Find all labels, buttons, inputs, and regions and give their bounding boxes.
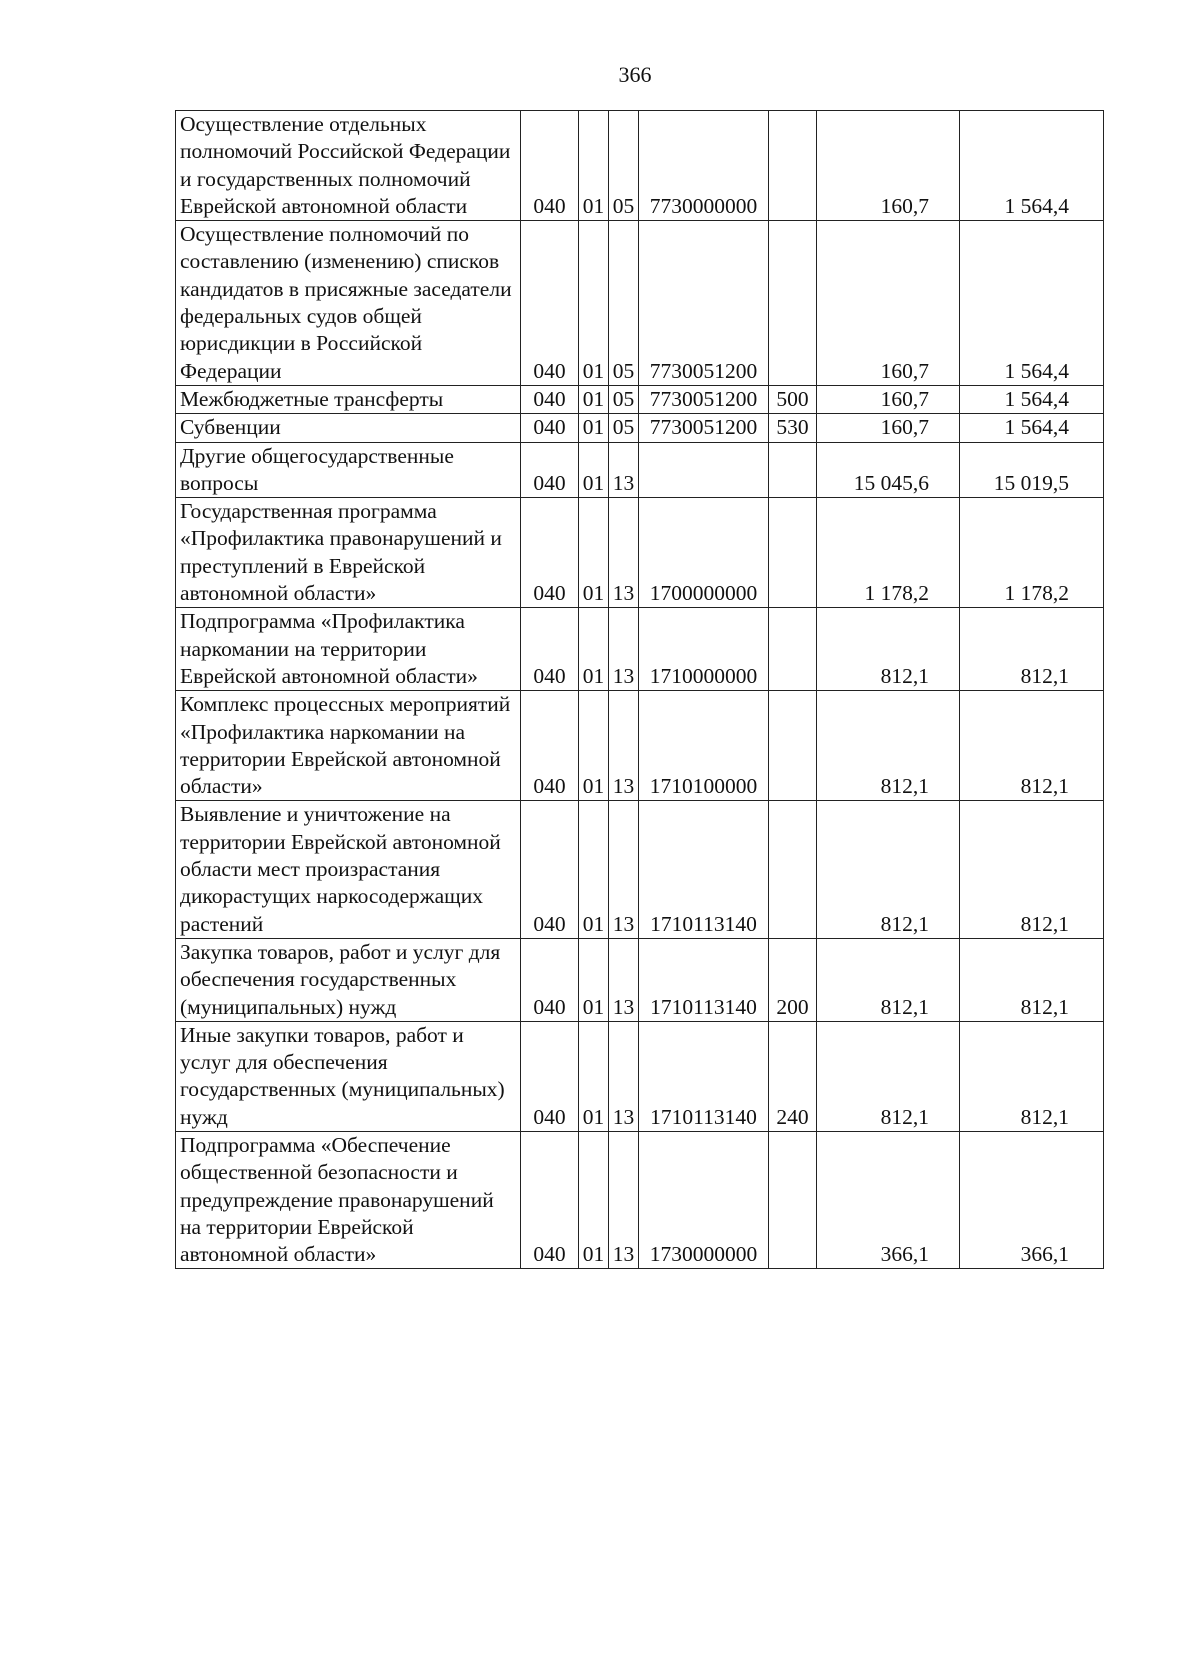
table-row: [176, 498, 1104, 608]
amount-1: 160,7: [817, 221, 960, 386]
section-code: 01: [579, 414, 609, 442]
subsection-code: 13: [609, 1131, 639, 1268]
section-code: 01: [579, 691, 609, 801]
expense-type-code: [769, 801, 817, 938]
row-name: Иные закупки товаров, работ и услуг для обеспечения государственных (муниципальных) нужд: [176, 1021, 521, 1131]
target-article-code: 7730000000: [639, 111, 769, 221]
amount-1: 160,7: [817, 385, 960, 413]
amount-2: 1 564,4: [960, 385, 1104, 413]
target-article-code: [639, 442, 769, 498]
row-name: Выявление и уничтожение на территории Еврейской автономной области мест произрастания дикорастущих наркосодержащих растений: [176, 801, 521, 938]
amount-2: 15 019,5: [960, 442, 1104, 498]
table-row: [176, 414, 1104, 442]
amount-1: 1 178,2: [817, 498, 960, 608]
ministry-code: 040: [521, 442, 579, 498]
subsection-code: 05: [609, 221, 639, 386]
table-row: [176, 442, 1104, 498]
section-code: 01: [579, 498, 609, 608]
amount-2: 812,1: [960, 801, 1104, 938]
subsection-code: 13: [609, 608, 639, 691]
target-article-code: 7730051200: [639, 385, 769, 413]
subsection-code: 05: [609, 111, 639, 221]
target-article-code: 1710000000: [639, 608, 769, 691]
table-body: [176, 111, 1104, 1269]
subsection-code: 13: [609, 938, 639, 1021]
ministry-code: 040: [521, 1021, 579, 1131]
target-article-code: 7730051200: [639, 221, 769, 386]
section-code: 01: [579, 442, 609, 498]
section-code: 01: [579, 221, 609, 386]
subsection-code: 05: [609, 414, 639, 442]
row-name: Другие общегосударственные вопросы: [176, 442, 521, 498]
amount-1: 15 045,6: [817, 442, 960, 498]
subsection-code: 13: [609, 442, 639, 498]
table-row: [176, 385, 1104, 413]
subsection-code: 13: [609, 1021, 639, 1131]
page-number: 366: [618, 62, 652, 87]
subsection-code: 13: [609, 801, 639, 938]
amount-1: 160,7: [817, 111, 960, 221]
section-code: 01: [579, 1131, 609, 1268]
ministry-code: 040: [521, 608, 579, 691]
row-name: Государственная программа «Профилактика правонарушений и преступлений в Еврейской автономной области»: [176, 498, 521, 608]
row-name: Закупка товаров, работ и услуг для обеспечения государственных (муниципальных) нужд: [176, 938, 521, 1021]
row-name: Субвенции: [176, 414, 521, 442]
ministry-code: 040: [521, 691, 579, 801]
ministry-code: 040: [521, 414, 579, 442]
section-code: 01: [579, 1021, 609, 1131]
table-row: [176, 801, 1104, 938]
table-row: [176, 691, 1104, 801]
expense-type-code: [769, 1131, 817, 1268]
ministry-code: 040: [521, 385, 579, 413]
subsection-code: 13: [609, 691, 639, 801]
table-row: [176, 938, 1104, 1021]
section-code: 01: [579, 385, 609, 413]
section-code: 01: [579, 111, 609, 221]
row-name: Подпрограмма «Профилактика наркомании на территории Еврейской автономной области»: [176, 608, 521, 691]
target-article-code: 7730051200: [639, 414, 769, 442]
amount-1: 160,7: [817, 414, 960, 442]
expense-type-code: [769, 498, 817, 608]
ministry-code: 040: [521, 498, 579, 608]
amount-1: 812,1: [817, 1021, 960, 1131]
expense-type-code: 200: [769, 938, 817, 1021]
ministry-code: 040: [521, 221, 579, 386]
table-row: [176, 1131, 1104, 1268]
target-article-code: 1730000000: [639, 1131, 769, 1268]
section-code: 01: [579, 938, 609, 1021]
amount-2: 812,1: [960, 608, 1104, 691]
budget-table: [175, 110, 1104, 1269]
subsection-code: 05: [609, 385, 639, 413]
subsection-code: 13: [609, 498, 639, 608]
target-article-code: 1710113140: [639, 938, 769, 1021]
target-article-code: 1700000000: [639, 498, 769, 608]
row-name: Межбюджетные трансферты: [176, 385, 521, 413]
row-name: Осуществление полномочий по составлению (изменению) списков кандидатов в присяжные заседатели федеральных судов общей юрисдикции в Российской Федерации: [176, 221, 521, 386]
table-row: [176, 608, 1104, 691]
target-article-code: 1710113140: [639, 1021, 769, 1131]
ministry-code: 040: [521, 801, 579, 938]
amount-2: 1 564,4: [960, 221, 1104, 386]
row-name: Комплекс процессных мероприятий «Профилактика наркомании на территории Еврейской автономной области»: [176, 691, 521, 801]
expense-type-code: [769, 221, 817, 386]
table-row: [176, 221, 1104, 386]
target-article-code: 1710113140: [639, 801, 769, 938]
expense-type-code: [769, 691, 817, 801]
amount-1: 812,1: [817, 938, 960, 1021]
table-row: [176, 1021, 1104, 1131]
expense-type-code: 500: [769, 385, 817, 413]
expense-type-code: [769, 442, 817, 498]
section-code: 01: [579, 608, 609, 691]
section-code: 01: [579, 801, 609, 938]
amount-1: 812,1: [817, 801, 960, 938]
expense-type-code: 530: [769, 414, 817, 442]
row-name: Подпрограмма «Обеспечение общественной безопасности и предупреждение правонарушений на территории Еврейской автономной области»: [176, 1131, 521, 1268]
table-row: [176, 111, 1104, 221]
amount-1: 366,1: [817, 1131, 960, 1268]
expense-type-code: [769, 111, 817, 221]
amount-2: 812,1: [960, 938, 1104, 1021]
amount-1: 812,1: [817, 691, 960, 801]
expense-type-code: 240: [769, 1021, 817, 1131]
ministry-code: 040: [521, 1131, 579, 1268]
amount-1: 812,1: [817, 608, 960, 691]
amount-2: 1 178,2: [960, 498, 1104, 608]
expense-type-code: [769, 608, 817, 691]
amount-2: 366,1: [960, 1131, 1104, 1268]
row-name: Осуществление отдельных полномочий Российской Федерации и государственных полномочий Еврейской автономной области: [176, 111, 521, 221]
amount-2: 1 564,4: [960, 414, 1104, 442]
amount-2: 812,1: [960, 1021, 1104, 1131]
amount-2: 1 564,4: [960, 111, 1104, 221]
amount-2: 812,1: [960, 691, 1104, 801]
ministry-code: 040: [521, 938, 579, 1021]
ministry-code: 040: [521, 111, 579, 221]
target-article-code: 1710100000: [639, 691, 769, 801]
